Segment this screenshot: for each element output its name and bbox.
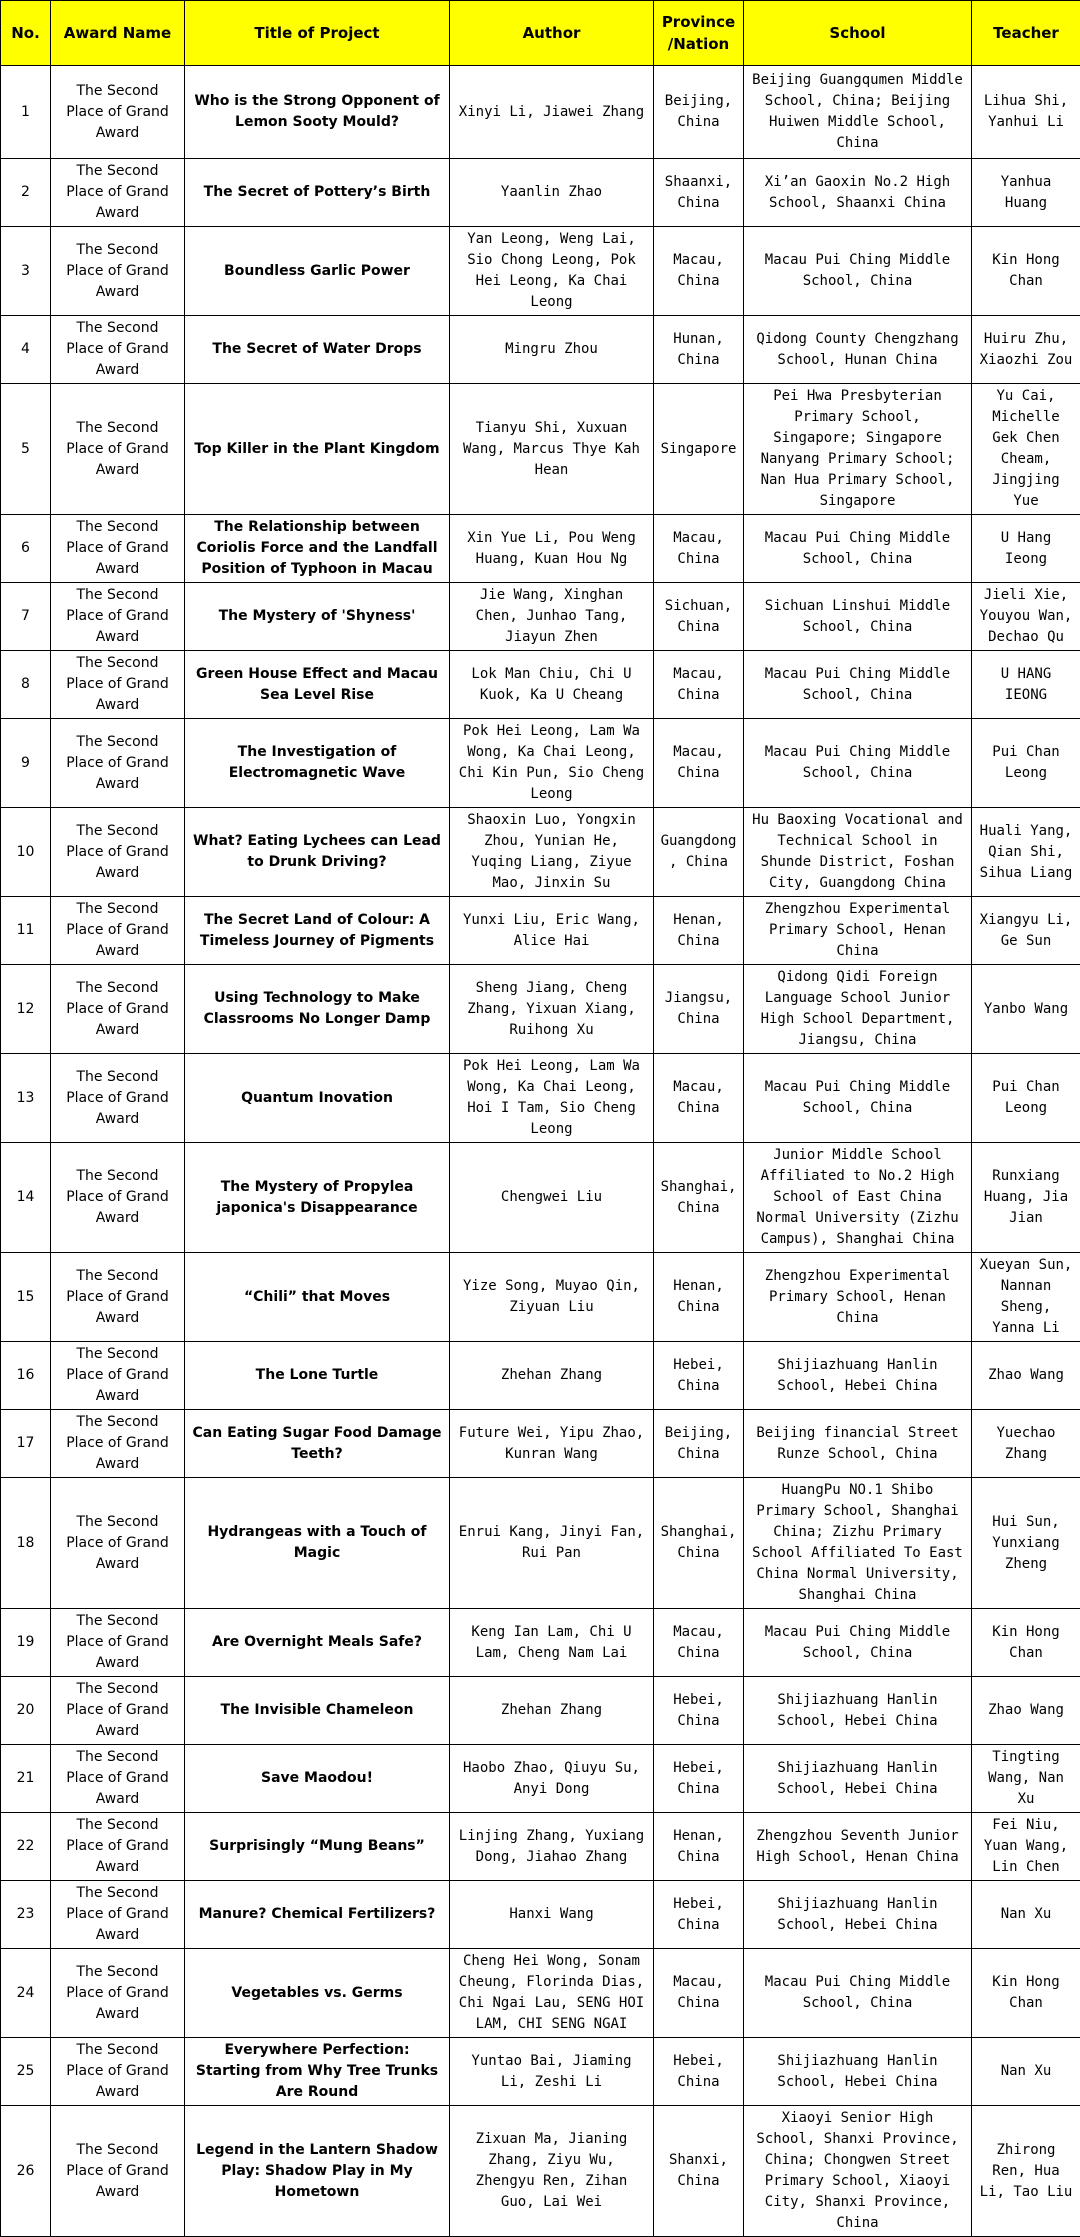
table-row [1, 227, 1080, 316]
table-row [1, 1342, 1080, 1410]
author-cell: Zhehan Zhang [450, 1677, 654, 1745]
province-nation-cell: Shaanxi, China [654, 159, 744, 227]
row-number: 17 [1, 1410, 51, 1478]
row-number: 3 [1, 227, 51, 316]
table-row [1, 2038, 1080, 2106]
award-name-cell: The Second Place of Grand Award [51, 1813, 185, 1881]
award-name-cell: The Second Place of Grand Award [51, 1478, 185, 1609]
table-row [1, 384, 1080, 515]
table-body [1, 66, 1080, 2237]
school-cell: Beijing financial Street Runze School, China [744, 1410, 972, 1478]
teacher-cell: Runxiang Huang, Jia Jian [972, 1143, 1080, 1253]
province-nation-cell: Singapore [654, 384, 744, 515]
province-nation-cell: Hebei, China [654, 1677, 744, 1745]
table-row [1, 1677, 1080, 1745]
author-cell: Haobo Zhao, Qiuyu Su, Anyi Dong [450, 1745, 654, 1813]
award-name-cell: The Second Place of Grand Award [51, 66, 185, 159]
row-number: 23 [1, 1881, 51, 1949]
project-title-cell: Manure? Chemical Fertilizers? [185, 1881, 450, 1949]
author-cell: Jie Wang, Xinghan Chen, Junhao Tang, Jiayun Zhen [450, 583, 654, 651]
table-row [1, 159, 1080, 227]
author-cell: Linjing Zhang, Yuxiang Dong, Jiahao Zhang [450, 1813, 654, 1881]
award-name-cell: The Second Place of Grand Award [51, 159, 185, 227]
project-title-cell: The Mystery of 'Shyness' [185, 583, 450, 651]
teacher-cell: Pui Chan Leong [972, 1054, 1080, 1143]
school-cell: Macau Pui Ching Middle School, China [744, 651, 972, 719]
award-name-cell: The Second Place of Grand Award [51, 316, 185, 384]
table-row [1, 965, 1080, 1054]
row-number: 13 [1, 1054, 51, 1143]
project-title-cell: Are Overnight Meals Safe? [185, 1609, 450, 1677]
award-name-cell: The Second Place of Grand Award [51, 965, 185, 1054]
table-row [1, 1410, 1080, 1478]
teacher-cell: Kin Hong Chan [972, 227, 1080, 316]
teacher-cell: Nan Xu [972, 2038, 1080, 2106]
table-row [1, 316, 1080, 384]
row-number: 9 [1, 719, 51, 808]
author-cell: Xinyi Li, Jiawei Zhang [450, 66, 654, 159]
award-name-cell: The Second Place of Grand Award [51, 2038, 185, 2106]
author-cell: Zixuan Ma, Jianing Zhang, Ziyu Wu, Zhengyu Ren, Zihan Guo, Lai Wei [450, 2106, 654, 2237]
row-number: 1 [1, 66, 51, 159]
teacher-cell: U Hang Ieong [972, 515, 1080, 583]
teacher-cell: Yu Cai, Michelle Gek Chen Cheam, Jingjing Yue [972, 384, 1080, 515]
teacher-cell: Nan Xu [972, 1881, 1080, 1949]
project-title-cell: The Mystery of Propylea japonica's Disappearance [185, 1143, 450, 1253]
author-cell: Tianyu Shi, Xuxuan Wang, Marcus Thye Kah Hean [450, 384, 654, 515]
header-teacher: Teacher [972, 1, 1080, 66]
school-cell: Sichuan Linshui Middle School, China [744, 583, 972, 651]
project-title-cell: The Secret of Pottery’s Birth [185, 159, 450, 227]
row-number: 10 [1, 808, 51, 897]
table-row [1, 1813, 1080, 1881]
teacher-cell: Huali Yang, Qian Shi, Sihua Liang [972, 808, 1080, 897]
author-cell: Yunxi Liu, Eric Wang, Alice Hai [450, 897, 654, 965]
teacher-cell: Hui Sun, Yunxiang Zheng [972, 1478, 1080, 1609]
province-nation-cell: Henan, China [654, 1253, 744, 1342]
author-cell: Yan Leong, Weng Lai, Sio Chong Leong, Pok Hei Leong, Ka Chai Leong [450, 227, 654, 316]
school-cell: Shijiazhuang Hanlin School, Hebei China [744, 1342, 972, 1410]
project-title-cell: Save Maodou! [185, 1745, 450, 1813]
author-cell: Pok Hei Leong, Lam Wa Wong, Ka Chai Leong, Hoi I Tam, Sio Cheng Leong [450, 1054, 654, 1143]
school-cell: Macau Pui Ching Middle School, China [744, 1054, 972, 1143]
teacher-cell: Zhao Wang [972, 1677, 1080, 1745]
project-title-cell: The Relationship between Coriolis Force and the Landfall Position of Typhoon in Macau [185, 515, 450, 583]
table-row [1, 651, 1080, 719]
school-cell: Macau Pui Ching Middle School, China [744, 1949, 972, 2038]
school-cell: Macau Pui Ching Middle School, China [744, 1609, 972, 1677]
teacher-cell: Zhirong Ren, Hua Li, Tao Liu [972, 2106, 1080, 2237]
province-nation-cell: Hebei, China [654, 1881, 744, 1949]
author-cell: Enrui Kang, Jinyi Fan, Rui Pan [450, 1478, 654, 1609]
school-cell: Hu Baoxing Vocational and Technical School in Shunde District, Foshan City, Guangdong China [744, 808, 972, 897]
teacher-cell: Zhao Wang [972, 1342, 1080, 1410]
school-cell: Shijiazhuang Hanlin School, Hebei China [744, 1881, 972, 1949]
row-number: 5 [1, 384, 51, 515]
author-cell: Zhehan Zhang [450, 1342, 654, 1410]
table-row [1, 66, 1080, 159]
project-title-cell: Using Technology to Make Classrooms No Longer Damp [185, 965, 450, 1054]
province-nation-cell: Macau, China [654, 1949, 744, 2038]
project-title-cell: The Secret of Water Drops [185, 316, 450, 384]
project-title-cell: Can Eating Sugar Food Damage Teeth? [185, 1410, 450, 1478]
row-number: 22 [1, 1813, 51, 1881]
award-name-cell: The Second Place of Grand Award [51, 808, 185, 897]
project-title-cell: Hydrangeas with a Touch of Magic [185, 1478, 450, 1609]
award-name-cell: The Second Place of Grand Award [51, 897, 185, 965]
row-number: 21 [1, 1745, 51, 1813]
school-cell: Macau Pui Ching Middle School, China [744, 515, 972, 583]
teacher-cell: Pui Chan Leong [972, 719, 1080, 808]
header-author: Author [450, 1, 654, 66]
table-row [1, 1253, 1080, 1342]
header-award-name: Award Name [51, 1, 185, 66]
award-name-cell: The Second Place of Grand Award [51, 1881, 185, 1949]
author-cell: Sheng Jiang, Cheng Zhang, Yixuan Xiang, Ruihong Xu [450, 965, 654, 1054]
project-title-cell: The Investigation of Electromagnetic Wave [185, 719, 450, 808]
header-province-nation: Province /Nation [654, 1, 744, 66]
row-number: 15 [1, 1253, 51, 1342]
province-nation-cell: Hebei, China [654, 2038, 744, 2106]
table-row [1, 808, 1080, 897]
school-cell: Macau Pui Ching Middle School, China [744, 719, 972, 808]
row-number: 18 [1, 1478, 51, 1609]
row-number: 24 [1, 1949, 51, 2038]
author-cell: Yize Song, Muyao Qin, Ziyuan Liu [450, 1253, 654, 1342]
award-name-cell: The Second Place of Grand Award [51, 583, 185, 651]
province-nation-cell: Hebei, China [654, 1342, 744, 1410]
row-number: 16 [1, 1342, 51, 1410]
teacher-cell: Fei Niu, Yuan Wang, Lin Chen [972, 1813, 1080, 1881]
teacher-cell: Xiangyu Li, Ge Sun [972, 897, 1080, 965]
school-cell: Xiaoyi Senior High School, Shanxi Province, China; Chongwen Street Primary School, Xiaoyi City, Shanxi Province, China [744, 2106, 972, 2237]
award-name-cell: The Second Place of Grand Award [51, 227, 185, 316]
award-name-cell: The Second Place of Grand Award [51, 1677, 185, 1745]
project-title-cell: What? Eating Lychees can Lead to Drunk Driving? [185, 808, 450, 897]
row-number: 20 [1, 1677, 51, 1745]
author-cell: Yuntao Bai, Jiaming Li, Zeshi Li [450, 2038, 654, 2106]
project-title-cell: The Secret Land of Colour: A Timeless Journey of Pigments [185, 897, 450, 965]
header-no: No. [1, 1, 51, 66]
school-cell: Zhengzhou Experimental Primary School, Henan China [744, 1253, 972, 1342]
teacher-cell: Kin Hong Chan [972, 1609, 1080, 1677]
award-name-cell: The Second Place of Grand Award [51, 1949, 185, 2038]
award-name-cell: The Second Place of Grand Award [51, 719, 185, 808]
author-cell: Cheng Hei Wong, Sonam Cheung, Florinda Dias, Chi Ngai Lau, SENG HOI LAM, CHI SENG NGAI [450, 1949, 654, 2038]
author-cell: Keng Ian Lam, Chi U Lam, Cheng Nam Lai [450, 1609, 654, 1677]
teacher-cell: Tingting Wang, Nan Xu [972, 1745, 1080, 1813]
province-nation-cell: Guangdong, China [654, 808, 744, 897]
award-name-cell: The Second Place of Grand Award [51, 1745, 185, 1813]
author-cell: Shaoxin Luo, Yongxin Zhou, Yunian He, Yuqing Liang, Ziyue Mao, Jinxin Su [450, 808, 654, 897]
table-row [1, 1949, 1080, 2038]
award-name-cell: The Second Place of Grand Award [51, 515, 185, 583]
row-number: 2 [1, 159, 51, 227]
teacher-cell: Lihua Shi, Yanhui Li [972, 66, 1080, 159]
award-name-cell: The Second Place of Grand Award [51, 384, 185, 515]
row-number: 14 [1, 1143, 51, 1253]
province-nation-cell: Sichuan, China [654, 583, 744, 651]
province-nation-cell: Macau, China [654, 651, 744, 719]
teacher-cell: Yanhua Huang [972, 159, 1080, 227]
province-nation-cell: Henan, China [654, 1813, 744, 1881]
author-cell: Pok Hei Leong, Lam Wa Wong, Ka Chai Leong, Chi Kin Pun, Sio Cheng Leong [450, 719, 654, 808]
project-title-cell: Legend in the Lantern Shadow Play: Shadow Play in My Hometown [185, 2106, 450, 2237]
school-cell: Shijiazhuang Hanlin School, Hebei China [744, 2038, 972, 2106]
project-title-cell: Surprisingly “Mung Beans” [185, 1813, 450, 1881]
row-number: 4 [1, 316, 51, 384]
row-number: 19 [1, 1609, 51, 1677]
province-nation-cell: Macau, China [654, 515, 744, 583]
row-number: 11 [1, 897, 51, 965]
project-title-cell: Vegetables vs. Germs [185, 1949, 450, 2038]
province-nation-cell: Jiangsu, China [654, 965, 744, 1054]
author-cell: Xin Yue Li, Pou Weng Huang, Kuan Hou Ng [450, 515, 654, 583]
school-cell: HuangPu NO.1 Shibo Primary School, Shanghai China; Zizhu Primary School Affiliated To East China Normal University, Shanghai China [744, 1478, 972, 1609]
table-row [1, 1478, 1080, 1609]
province-nation-cell: Shanghai, China [654, 1478, 744, 1609]
author-cell: Lok Man Chiu, Chi U Kuok, Ka U Cheang [450, 651, 654, 719]
province-nation-cell: Hebei, China [654, 1745, 744, 1813]
author-cell: Chengwei Liu [450, 1143, 654, 1253]
table-row [1, 1609, 1080, 1677]
table-row [1, 1745, 1080, 1813]
school-cell: Xi’an Gaoxin No.2 High School, Shaanxi China [744, 159, 972, 227]
author-cell: Future Wei, Yipu Zhao, Kunran Wang [450, 1410, 654, 1478]
award-name-cell: The Second Place of Grand Award [51, 1054, 185, 1143]
row-number: 8 [1, 651, 51, 719]
school-cell: Junior Middle School Affiliated to No.2 High School of East China Normal University (Zizhu Campus), Shanghai China [744, 1143, 972, 1253]
teacher-cell: Huiru Zhu, Xiaozhi Zou [972, 316, 1080, 384]
header-row [1, 1, 1080, 66]
school-cell: Qidong County Chengzhang School, Hunan China [744, 316, 972, 384]
province-nation-cell: Macau, China [654, 1609, 744, 1677]
project-title-cell: Green House Effect and Macau Sea Level Rise [185, 651, 450, 719]
school-cell: Shijiazhuang Hanlin School, Hebei China [744, 1677, 972, 1745]
author-cell: Yaanlin Zhao [450, 159, 654, 227]
school-cell: Zhengzhou Experimental Primary School, Henan China [744, 897, 972, 965]
header-title-of-project: Title of Project [185, 1, 450, 66]
award-name-cell: The Second Place of Grand Award [51, 1410, 185, 1478]
teacher-cell: Yuechao Zhang [972, 1410, 1080, 1478]
school-cell: Beijing Guangqumen Middle School, China; Beijing Huiwen Middle School, China [744, 66, 972, 159]
teacher-cell: Jieli Xie, Youyou Wan, Dechao Qu [972, 583, 1080, 651]
project-title-cell: Boundless Garlic Power [185, 227, 450, 316]
header-school: School [744, 1, 972, 66]
school-cell: Shijiazhuang Hanlin School, Hebei China [744, 1745, 972, 1813]
project-title-cell: The Lone Turtle [185, 1342, 450, 1410]
table-row [1, 1881, 1080, 1949]
province-nation-cell: Hunan, China [654, 316, 744, 384]
province-nation-cell: Macau, China [654, 1054, 744, 1143]
table-row [1, 1143, 1080, 1253]
author-cell: Hanxi Wang [450, 1881, 654, 1949]
province-nation-cell: Beijing, China [654, 66, 744, 159]
teacher-cell: Xueyan Sun, Nannan Sheng, Yanna Li [972, 1253, 1080, 1342]
award-name-cell: The Second Place of Grand Award [51, 651, 185, 719]
table-row [1, 2106, 1080, 2237]
table-row [1, 515, 1080, 583]
project-title-cell: Top Killer in the Plant Kingdom [185, 384, 450, 515]
award-name-cell: The Second Place of Grand Award [51, 2106, 185, 2237]
project-title-cell: The Invisible Chameleon [185, 1677, 450, 1745]
teacher-cell: U HANG IEONG [972, 651, 1080, 719]
table-row [1, 583, 1080, 651]
project-title-cell: Who is the Strong Opponent of Lemon Sooty Mould? [185, 66, 450, 159]
row-number: 7 [1, 583, 51, 651]
school-cell: Macau Pui Ching Middle School, China [744, 227, 972, 316]
award-name-cell: The Second Place of Grand Award [51, 1143, 185, 1253]
table-row [1, 897, 1080, 965]
province-nation-cell: Shanghai, China [654, 1143, 744, 1253]
award-name-cell: The Second Place of Grand Award [51, 1609, 185, 1677]
award-name-cell: The Second Place of Grand Award [51, 1342, 185, 1410]
project-title-cell: Quantum Inovation [185, 1054, 450, 1143]
project-title-cell: “Chili” that Moves [185, 1253, 450, 1342]
school-cell: Zhengzhou Seventh Junior High School, Henan China [744, 1813, 972, 1881]
teacher-cell: Yanbo Wang [972, 965, 1080, 1054]
row-number: 6 [1, 515, 51, 583]
province-nation-cell: Henan, China [654, 897, 744, 965]
province-nation-cell: Macau, China [654, 719, 744, 808]
project-title-cell: Everywhere Perfection: Starting from Why Tree Trunks Are Round [185, 2038, 450, 2106]
table-row [1, 719, 1080, 808]
teacher-cell: Kin Hong Chan [972, 1949, 1080, 2038]
school-cell: Pei Hwa Presbyterian Primary School, Singapore; Singapore Nanyang Primary School; Nan Hua Primary School, Singapore [744, 384, 972, 515]
author-cell: Mingru Zhou [450, 316, 654, 384]
row-number: 12 [1, 965, 51, 1054]
province-nation-cell: Beijing, China [654, 1410, 744, 1478]
province-nation-cell: Macau, China [654, 227, 744, 316]
table-row [1, 1054, 1080, 1143]
award-name-cell: The Second Place of Grand Award [51, 1253, 185, 1342]
row-number: 26 [1, 2106, 51, 2237]
province-nation-cell: Shanxi, China [654, 2106, 744, 2237]
school-cell: Qidong Qidi Foreign Language School Junior High School Department, Jiangsu, China [744, 965, 972, 1054]
row-number: 25 [1, 2038, 51, 2106]
